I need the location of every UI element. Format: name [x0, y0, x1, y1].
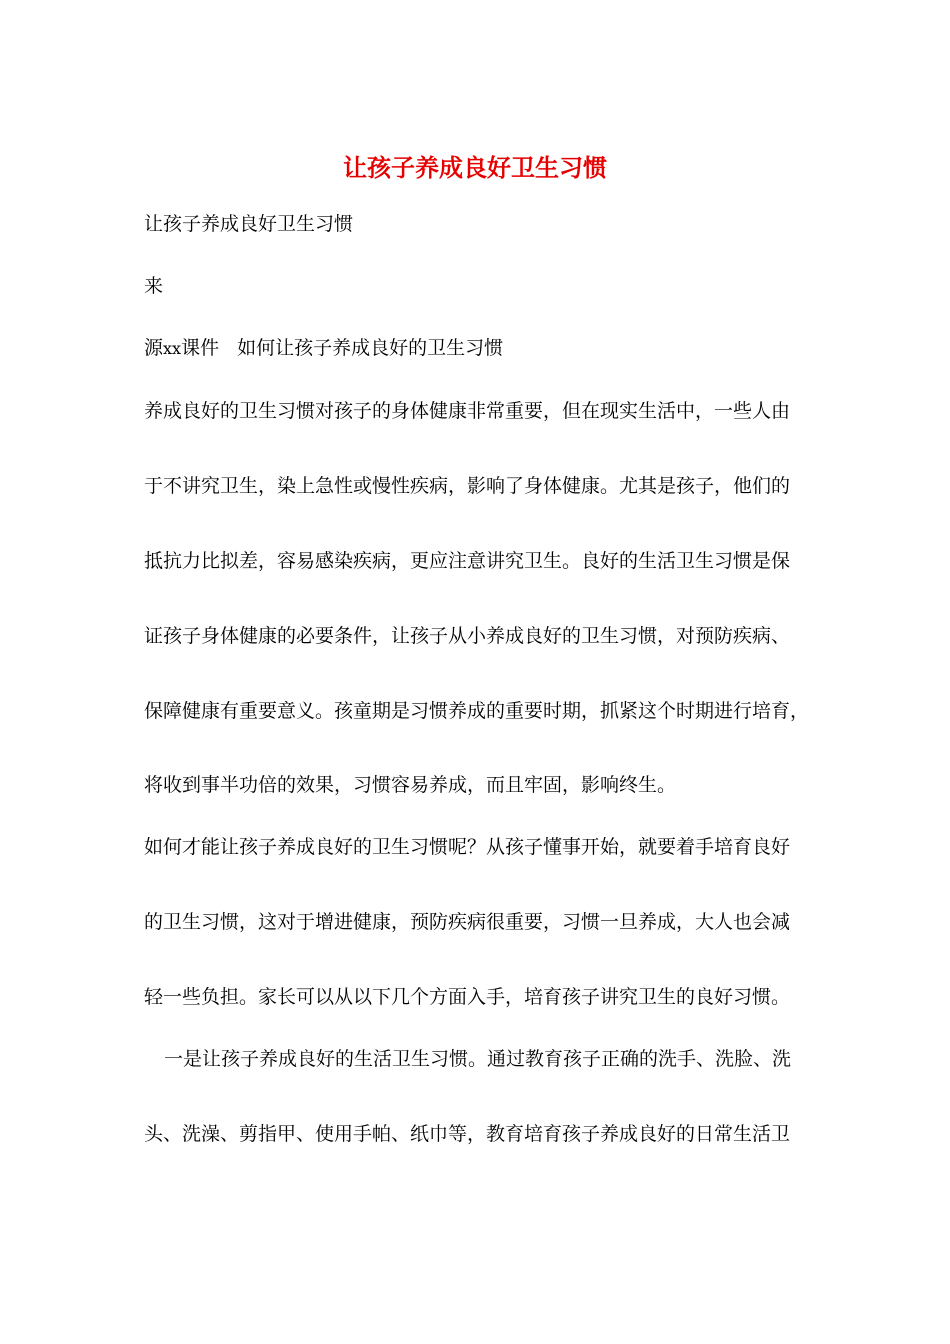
paragraph-3-line-1-text: 一是让孩子养成良好的生活卫生习惯。通过教育孩子正确的洗手、洗脸、洗 [164, 1048, 792, 1070]
source-line-2 [144, 334, 503, 363]
subtitle: 让孩子养成良好卫生习惯 [144, 213, 354, 235]
paragraph-1-line-4: 证孩子身体健康的必要条件，让孩子从小养成良好的卫生习惯，对预防疾病、 [144, 625, 791, 647]
paragraph-3-line-1 [144, 1045, 791, 1073]
document-title: 让孩子养成良好卫生习惯 [343, 153, 607, 182]
paragraph-1-line-5: 保障健康有重要意义。孩童期是习惯养成的重要时期，抓紧这个时期进行培育， [144, 700, 810, 722]
paragraph-2-line-1: 如何才能让孩子养成良好的卫生习惯呢？从孩子懂事开始，就要着手培育良好 [144, 836, 791, 858]
source-prefix: 源 [144, 337, 164, 359]
source-line-1: 来 [144, 275, 164, 297]
paragraph-1-line-6: 将收到事半功倍的效果，习惯容易养成，而且牢固，影响终生。 [144, 774, 677, 796]
paragraph-2-line-2: 的卫生习惯，这对于增进健康，预防疾病很重要，习惯一旦养成，大人也会减 [144, 911, 791, 933]
paragraph-1-line-3: 抵抗力比拟差，容易感染疾病，更应注意讲究卫生。良好的生活卫生习惯是保 [144, 550, 791, 572]
paragraph-3-line-2: 头、洗澡、剪指甲、使用手帕、纸巾等，教育培育孩子养成良好的日常生活卫 [144, 1123, 791, 1145]
paragraph-1-line-1: 养成良好的卫生习惯对孩子的身体健康非常重要，但在现实生活中，一些人由 [144, 400, 791, 422]
paragraph-2-line-3: 轻一些负担。家长可以从以下几个方面入手，培育孩子讲究卫生的良好习惯。 [144, 986, 791, 1008]
source-category: 课件 [181, 337, 220, 359]
source-article-title: 如何让孩子养成良好的卫生习惯 [237, 337, 504, 359]
paragraph-1-line-2: 于不讲究卫生，染上急性或慢性疾病，影响了身体健康。尤其是孩子，他们的 [144, 475, 791, 497]
source-publisher: xx [163, 339, 182, 358]
